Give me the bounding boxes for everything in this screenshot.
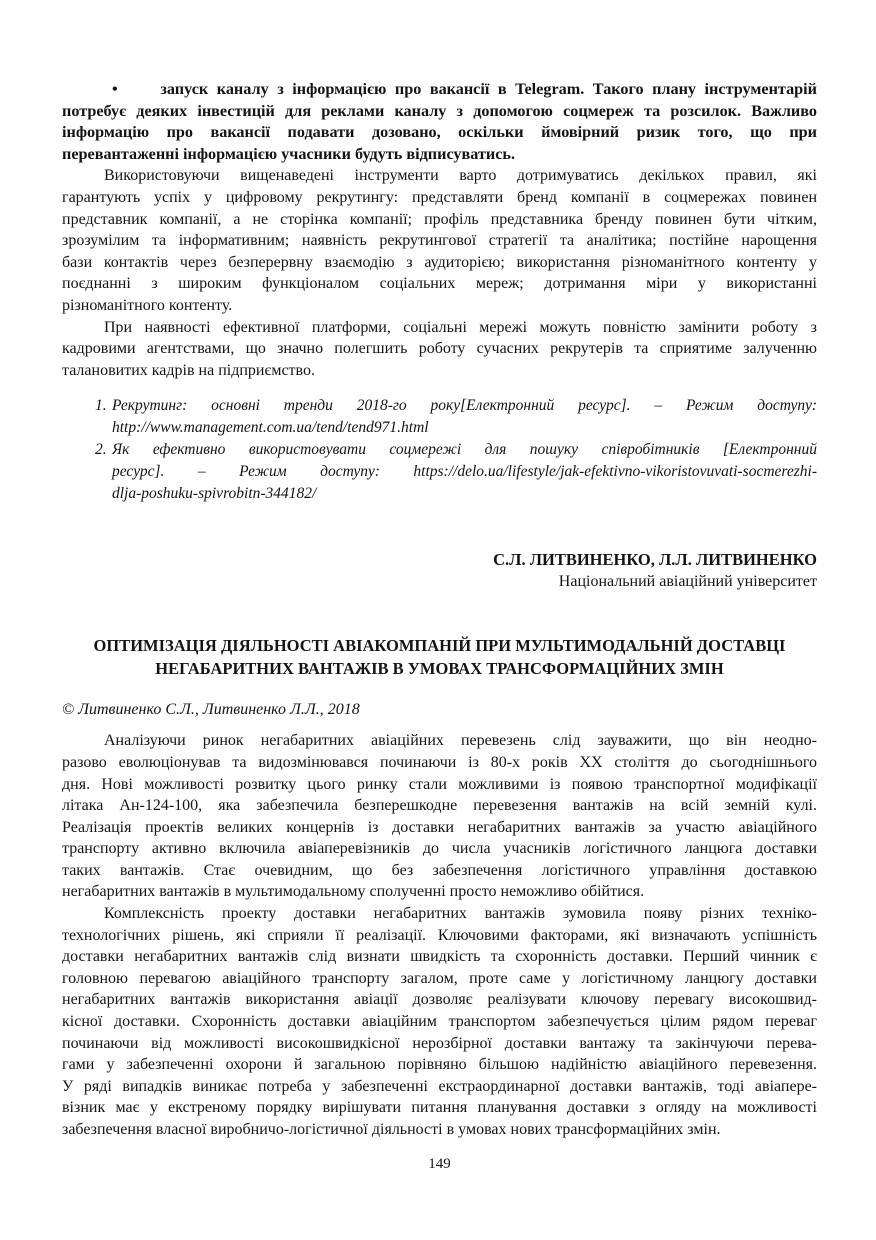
text-line: гами у забезпеченні охорони й загальною порівняно більшою надійністю авіаційного перевезення.	[62, 1056, 817, 1074]
copyright-line: © Литвиненко С.Л., Литвиненко Л.Л., 2018	[62, 701, 360, 719]
reference-number: 2.	[95, 441, 107, 459]
text-line: починаючи від можливості високошвидкісної нерозбірної доставки вантажу та закінчуючи перева-	[62, 1034, 817, 1052]
text-line: поєднанні з широким функціоналом соціальних мереж; дотримання міри у використанні	[62, 275, 817, 293]
text-line: Комплексність проекту доставки негабаритних вантажів зумовила появу різних техніко-	[104, 905, 817, 923]
text-line: талановитих кадрів на підприємство.	[62, 361, 315, 379]
article-byline	[62, 549, 817, 593]
text-line: кісної доставки. Схоронність доставки авіаційним транспортом забезпечується цілим рядом переваг	[62, 1013, 817, 1031]
paragraph-platform	[62, 317, 817, 382]
text-line: Аналізуючи ринок негабаритних авіаційних перевезень слід зауважити, що він неодно-	[104, 732, 817, 750]
text-line: При наявності ефективної платформи, соціальні мережі можуть повністю замінити роботу з	[104, 318, 817, 336]
text-line: візник має у екстреному порядку вирішувати питання планування доставки з огляду на можливості	[62, 1099, 817, 1117]
text-line: негабаритних вантажів в мультимодальному сполученні просто неможливо обійтися.	[62, 883, 645, 901]
text-line: Рекрутинг: основні тренди 2018-го року[Електронний ресурс]. – Режим доступу:	[112, 397, 817, 415]
text-line: Реалізація проектів великих концернів із доставки негабаритних вантажів за участю авіаційного	[62, 818, 817, 836]
reference-number: 1.	[95, 397, 107, 415]
article-paragraph-market	[62, 730, 817, 903]
reference-text	[112, 395, 817, 439]
text-line: доставки негабаритних вантажів слід визнати швидкість та схоронність доставки. Перший чинник є	[62, 948, 817, 966]
reference-text	[112, 439, 817, 505]
text-line: У ряді випадків виникає потреба у забезпеченні екстраординарної доставки вантажів, тоді авіапере-	[62, 1077, 817, 1095]
text-line: різноманітного контенту.	[62, 296, 233, 314]
text-line: Як ефективно використовувати соцмережі для пошуку співробітників [Електронний	[112, 441, 817, 459]
text-line: http://www.management.com.ua/tend/tend971.html	[112, 419, 429, 437]
text-line: потребує деяких інвестицій для реклами каналу з допомогою соцмереж та розсилок. Важливо	[62, 101, 817, 120]
text-line: представник компанії, а не сторінка компанії; профіль представника бренду повинен бути чітким,	[62, 210, 817, 228]
reference-list	[62, 395, 817, 505]
paragraph-recruiting-rules	[62, 165, 817, 316]
text-line: головною перевагою авіаційного транспорту загалом, проте саме у логістичному ланцюгу доставки	[62, 969, 817, 987]
text-line: дня. Нові можливості розвитку цього ринку стали можливими із появою транспортної модифікації	[62, 775, 817, 793]
text-line: транспорту активно включила авіаперевізників до числа учасників логістичного ланцюга доставки	[62, 840, 817, 858]
text-line: технологічних рішень, які сприяли її реалізації. Ключовими факторами, які визначають успішність	[62, 926, 817, 944]
text-line: зрозумілим та інформативним; наявність рекрутингової стратегії та аналітика; постійне нарощення	[62, 232, 817, 250]
text-line: бази контактів через безперервну взаємодію з аудиторією; використання різноманітного контенту у	[62, 253, 817, 271]
text-line: Використовуючи вищенаведені інструменти варто дотримуватись декількох правил, які	[104, 167, 817, 185]
text-line: ОПТИМІЗАЦІЯ ДІЯЛЬНОСТІ АВІАКОМПАНІЙ ПРИ МУЛЬТИМОДАЛЬНІЙ ДОСТАВЦІ	[93, 636, 786, 656]
text-line: літака Ан-124-100, яка забезпечила безперешкодне перевезення вантажів на всій земній кулі.	[62, 797, 817, 815]
reference-item	[62, 439, 817, 505]
article-title	[62, 635, 817, 680]
text-line: разово еволюціонував та видозмінювався починаючи із 80-х років ХХ століття до сьогоднішнього	[62, 753, 817, 771]
page-number: 149	[428, 1155, 451, 1172]
text-line: інформацію про вакансії подавати дозовано, оскільки ймовірний ризик того, що при	[62, 123, 817, 142]
text-line: таких вантажів. Стає очевидним, що без забезпечення логістичного управління доставкою	[62, 861, 817, 879]
text-line: НЕГАБАРИТНИХ ВАНТАЖІВ В УМОВАХ ТРАНСФОРМАЦІЙНИХ ЗМІН	[155, 658, 724, 678]
text-line: негабаритних вантажів використання авіації дозволяє реалізувати ключову перевагу високошвид-	[62, 991, 817, 1009]
reference-item	[62, 395, 817, 439]
article-paragraph-complexity	[62, 903, 817, 1141]
text-line: • запуск каналу з інформацією про вакансії в Telegram. Такого плану інструментарій	[112, 80, 817, 98]
text-line: кадровими агентствами, що значно полегшить роботу сучасних рекрутерів та сприятиме залученню	[62, 340, 817, 358]
text-line: забезпечення власної виробничо-логістичної діяльності в умовах нових трансформаційних змін.	[62, 1121, 721, 1138]
affiliation-line: Національний авіаційний університет	[558, 573, 817, 591]
text-line: dlja-poshuku-spivrobitn-344182/	[112, 485, 317, 503]
text-line: перевантаженні інформацією учасники будуть відписуватись.	[62, 144, 516, 163]
authors-line: С.Л. ЛИТВИНЕНКО, Л.Л. ЛИТВИНЕНКО	[493, 550, 817, 570]
text-column	[62, 0, 817, 1174]
text-line: гарантують успіх у цифровому рекрутингу: представляти бренд компанії в соцмережах повинен	[62, 188, 817, 206]
bullet-paragraph-telegram	[62, 79, 817, 165]
text-line: ресурс]. – Режим доступу: https://delo.ua/lifestyle/jak-efektivno-vikoristovuvati-socmerezhi-	[112, 463, 817, 481]
